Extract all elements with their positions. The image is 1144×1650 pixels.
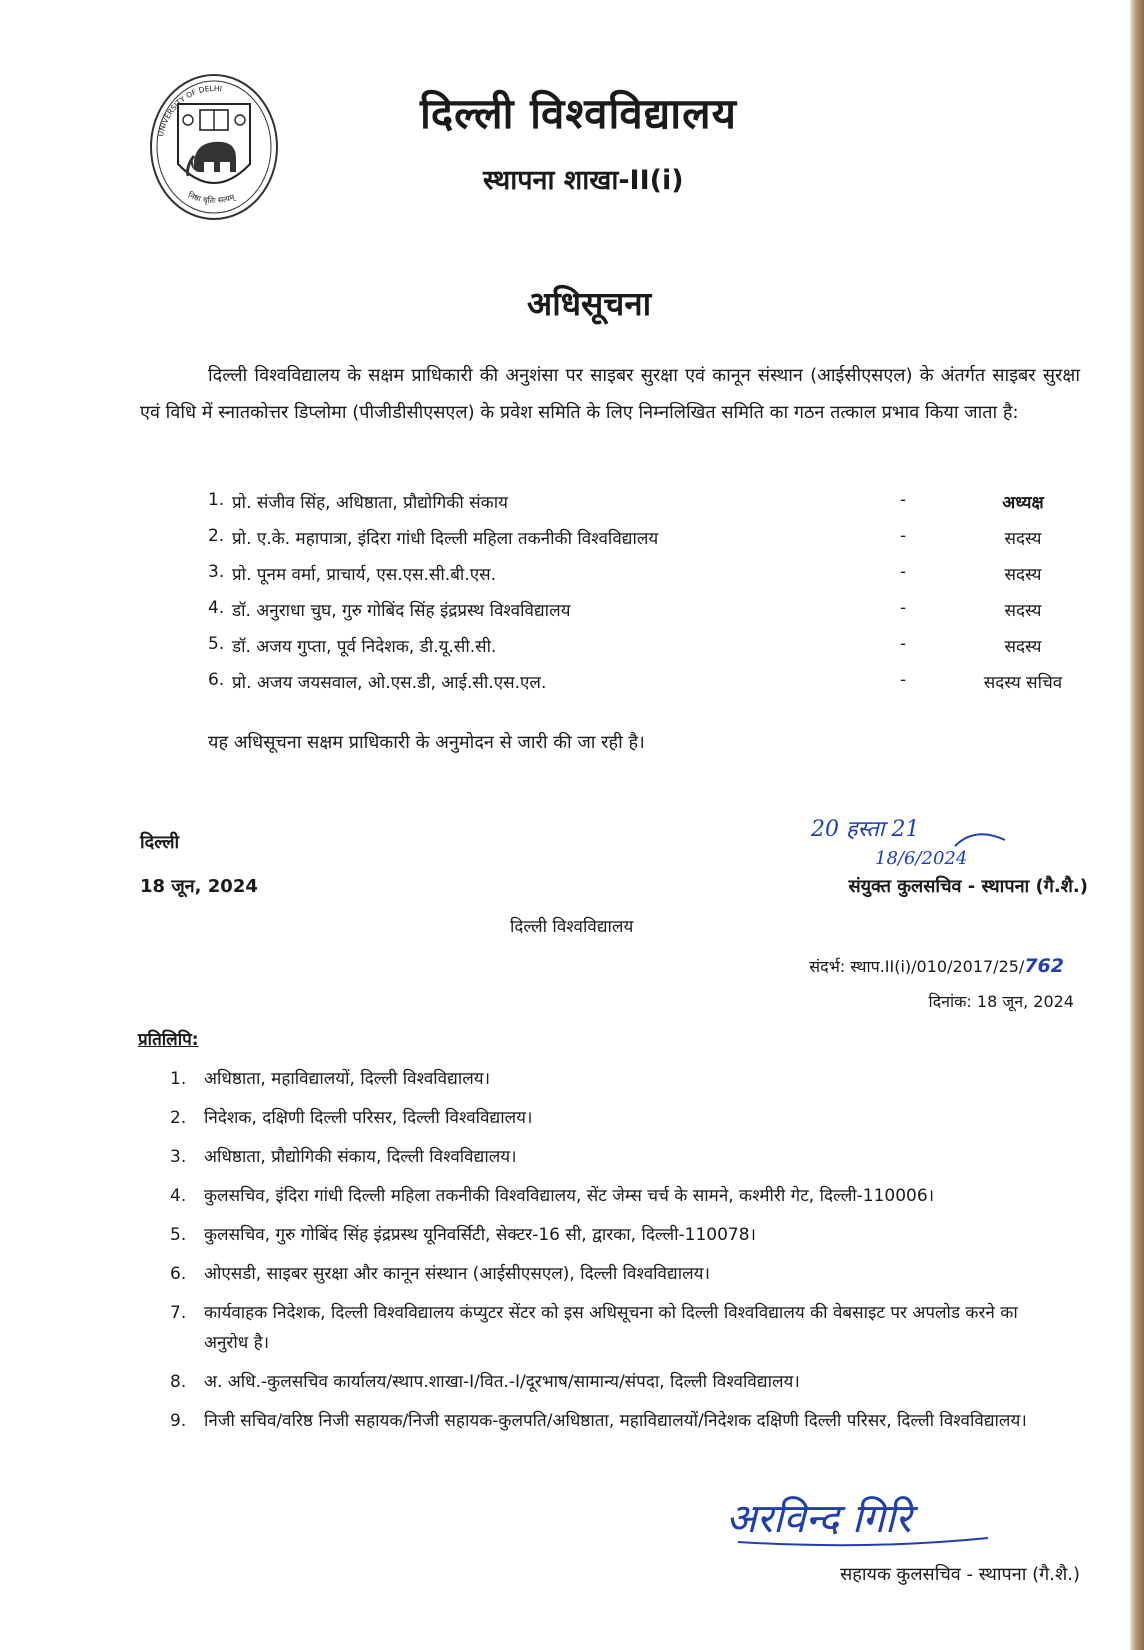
reference-number (809, 955, 1064, 977)
list-item-number: 5. (170, 1225, 187, 1245)
university-seal-logo (148, 72, 280, 222)
list-item-text: कार्यवाहक निदेशक, दिल्ली विश्वविद्यालय कंप्युटर सेंटर को इस अधिसूचना को दिल्ली विश्वविद्यालय की वेबसाइट पर अपलोड करने का अनुरोध है। (204, 1303, 1018, 1353)
intro-line-2: (आईसीएसएल) के अंतर्गत साइबर सुरक्षा एवं विधि में स्नातकोत्तर डिप्लोमा (पीजीडीसीएसएल) के (140, 365, 1080, 423)
assistant-registrar-designation: सहायक कुलसचिव - स्थापना (गै.शै.) (840, 1564, 1080, 1585)
list-item (170, 1406, 1050, 1436)
member-role: अध्यक्ष (1002, 493, 1044, 513)
member-role: सदस्य (1004, 637, 1042, 657)
member-name: प्रो. अजय जयसवाल, ओ.एस.डी, आई.सी.एस.एल. (232, 673, 547, 693)
copy-to-label: प्रतिलिपि: (138, 1030, 199, 1050)
list-item (170, 1064, 1050, 1094)
seal-text-top: UNIVERSITY OF DELHI (155, 83, 223, 138)
department-subtitle: स्थापना शाखा-II(i) (483, 165, 684, 196)
list-item-text: निदेशक, दक्षिणी दिल्ली परिसर, दिल्ली विश्वविद्यालय। (204, 1108, 533, 1128)
list-item (170, 1181, 1050, 1211)
member-name: डॉ. अनुराधा चुघ, गुरु गोबिंद सिंह इंद्रप्रस्थ विश्वविद्यालय (232, 601, 571, 621)
list-item-number: 8. (170, 1372, 187, 1392)
member-role: सदस्य सचिव (983, 673, 1063, 693)
notification-heading: अधिसूचना (527, 284, 652, 323)
issue-city: दिल्ली (140, 832, 180, 853)
member-name: डॉ. अजय गुप्ता, पूर्व निदेशक, डी.यू.सी.सी. (232, 637, 497, 657)
assistant-registrar-signature (718, 1480, 1008, 1560)
list-item (170, 1103, 1050, 1133)
list-item-text: निजी सचिव/वरिष्ठ निजी सहायक/निजी सहायक-कुलपति/अधिष्ठाता, महाविद्यालयों/निदेशक दक्षिणी दिल्ली परिसर, दिल्ली विश्वविद्यालय। (204, 1411, 1027, 1431)
list-item-number: 2. (170, 1108, 187, 1128)
member-number: 1. (208, 490, 225, 510)
list-item (170, 1367, 1050, 1397)
list-item (170, 1259, 1050, 1289)
list-item-text: कुलसचिव, गुरु गोबिंद सिंह इंद्रप्रस्थ यूनिवर्सिटी, सेक्टर-16 सी, द्वारका, दिल्ली-110078। (204, 1225, 756, 1245)
member-number: 3. (208, 562, 225, 582)
issue-date: 18 जून, 2024 (140, 876, 258, 897)
member-dash: - (900, 670, 907, 690)
list-item-text: ओएसडी, साइबर सुरक्षा और कानून संस्थान (आईसीएसएल), दिल्ली विश्वविद्यालय। (204, 1264, 710, 1284)
list-item-number: 6. (170, 1264, 187, 1284)
signature-name: अरविन्द गिरि (726, 1496, 912, 1542)
member-row (208, 526, 1088, 562)
member-dash: - (900, 634, 907, 654)
member-number: 5. (208, 634, 225, 654)
member-name: प्रो. ए.के. महापात्रा, इंदिरा गांधी दिल्ली महिला तकनीकी विश्वविद्यालय (232, 529, 659, 549)
joint-registrar-designation: संयुक्त कुलसचिव - स्थापना (गै.शै.) (848, 876, 1088, 897)
reference-label: संदर्भ: स्थाप.II(i)/010/2017/25/ (809, 957, 1025, 976)
member-number: 2. (208, 526, 225, 546)
intro-paragraph (140, 357, 1080, 431)
member-dash: - (900, 490, 907, 510)
endorsement-university: दिल्ली विश्वविद्यालय (510, 917, 634, 937)
list-item-number: 4. (170, 1186, 187, 1206)
member-name: प्रो. पूनम वर्मा, प्राचार्य, एस.एस.सी.बी.एस. (232, 565, 497, 585)
member-number: 6. (208, 670, 225, 690)
list-item-text: अधिष्ठाता, प्रौद्योगिकी संकाय, दिल्ली विश्वविद्यालय। (204, 1147, 517, 1167)
member-role: सदस्य (1004, 529, 1042, 549)
list-item-text: अ. अधि.-कुलसचिव कार्यालय/स्थाप.शाखा-I/वित.-I/दूरभाष/सामान्य/संपदा, दिल्ली विश्वविद्यालय। (204, 1372, 800, 1392)
list-item-number: 9. (170, 1411, 187, 1431)
member-role: सदस्य (1004, 601, 1042, 621)
handwritten-initials-signature (805, 806, 1035, 876)
intro-line-3: प्रवेश समिति के लिए निम्नलिखित समिति का गठन तत्काल प्रभाव किया जाता है: (499, 402, 1019, 423)
list-item-number: 1. (170, 1069, 187, 1089)
page-title: दिल्ली विश्वविद्यालय (420, 89, 737, 138)
list-item-text: कुलसचिव, इंदिरा गांधी दिल्ली महिला तकनीकी विश्वविद्यालय, सेंट जेम्स चर्च के सामने, कश्मीरी गेट, दिल्ली-110006। (204, 1186, 935, 1206)
list-item-number: 7. (170, 1303, 187, 1323)
intro-line-1: दिल्ली विश्वविद्यालय के सक्षम प्राधिकारी की अनुशंसा पर साइबर सुरक्षा एवं कानून संस्थान (208, 365, 803, 386)
member-dash: - (900, 598, 907, 618)
member-row (208, 634, 1088, 670)
member-row (208, 562, 1088, 598)
seal-text-bottom: निष्ठा धृतिः सत्यम् (186, 190, 236, 206)
page-edge-shadow (1130, 0, 1144, 1650)
member-row (208, 598, 1088, 634)
member-name: प्रो. संजीव सिंह, अधिष्ठाता, प्रौद्योगिकी संकाय (232, 493, 508, 513)
committee-member-list (208, 490, 1088, 706)
member-dash: - (900, 562, 907, 582)
closing-statement: यह अधिसूचना सक्षम प्राधिकारी के अनुमोदन से जारी की जा रही है। (208, 732, 645, 753)
list-item (170, 1142, 1050, 1172)
list-item (170, 1220, 1050, 1250)
handwritten-note-1: 20 हस्ता 21 (811, 817, 920, 842)
list-item-text: अधिष्ठाता, महाविद्यालयों, दिल्ली विश्वविद्यालय। (204, 1069, 491, 1089)
reference-handwritten-number: 762 (1024, 955, 1064, 977)
list-item-number: 3. (170, 1147, 187, 1167)
handwritten-note-2: 18/6/2024 (875, 848, 968, 869)
member-number: 4. (208, 598, 225, 618)
member-row (208, 490, 1088, 526)
list-item (170, 1298, 1050, 1358)
copy-recipient-list (170, 1064, 1050, 1445)
member-role: सदस्य (1004, 565, 1042, 585)
member-dash: - (900, 526, 907, 546)
member-row (208, 670, 1088, 706)
reference-date: दिनांक: 18 जून, 2024 (928, 992, 1074, 1011)
